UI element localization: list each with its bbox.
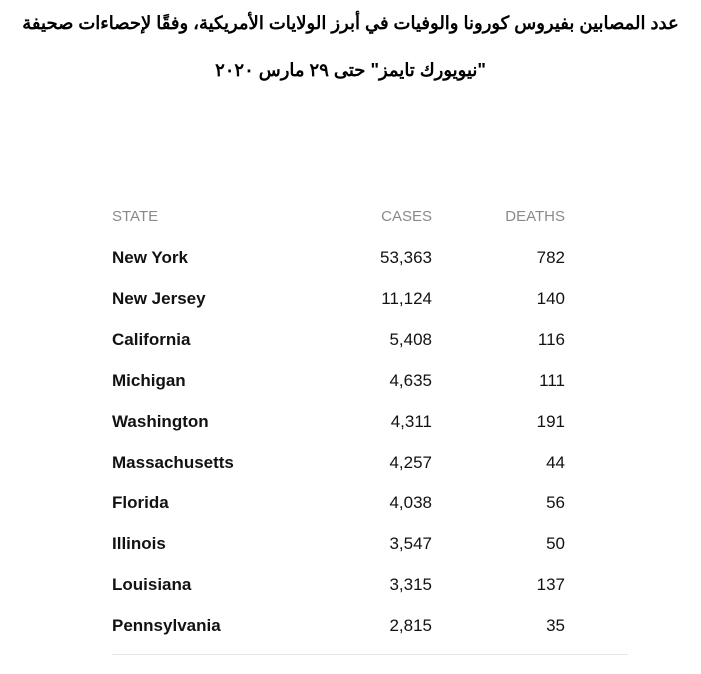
column-header-deaths: DEATHS <box>505 208 565 225</box>
row-state-label: Pennsylvania <box>112 616 221 635</box>
row-cases-value: 4,038 <box>389 493 432 512</box>
row-deaths-value: 191 <box>536 412 565 431</box>
row-state-label: Florida <box>112 493 169 512</box>
row-deaths-value: 782 <box>536 248 565 267</box>
row-state-label: California <box>112 330 191 349</box>
row-cases-value: 2,815 <box>389 616 432 635</box>
table-bottom-rule <box>112 654 628 655</box>
row-deaths-value: 50 <box>546 534 565 553</box>
row-deaths-value: 140 <box>536 289 565 308</box>
row-state-label: New York <box>112 248 188 267</box>
row-state-label: Washington <box>112 412 209 431</box>
row-deaths-value: 111 <box>539 371 565 390</box>
row-cases-value: 53,363 <box>380 248 432 267</box>
row-cases-value: 11,124 <box>381 289 432 308</box>
row-state-label: Illinois <box>112 534 166 553</box>
row-state-label: Michigan <box>112 371 186 390</box>
row-deaths-value: 116 <box>537 330 565 349</box>
chart-title-line-1: عدد المصابين بفيروس كورونا والوفيات في أبرز الولايات الأمريكية، وفقًا لإحصاءات صحيفة <box>22 13 679 33</box>
row-state-label: Massachusetts <box>112 453 234 472</box>
row-state-label: Louisiana <box>112 575 192 594</box>
chart-title-line-2: "نيويورك تايمز" حتى ٢٩ مارس ٢٠٢٠ <box>215 60 486 80</box>
row-cases-value: 5,408 <box>389 330 432 349</box>
row-cases-value: 3,315 <box>389 575 432 594</box>
row-cases-value: 4,311 <box>390 412 432 431</box>
row-cases-value: 4,635 <box>389 371 432 390</box>
column-header-state: STATE <box>112 208 159 225</box>
row-deaths-value: 44 <box>546 453 565 472</box>
row-state-label: New Jersey <box>112 289 206 308</box>
row-deaths-value: 137 <box>536 575 565 594</box>
row-cases-value: 4,257 <box>389 453 432 472</box>
column-header-cases: CASES <box>381 208 432 225</box>
row-deaths-value: 35 <box>546 616 565 635</box>
row-cases-value: 3,547 <box>389 534 432 553</box>
row-deaths-value: 56 <box>546 493 565 512</box>
